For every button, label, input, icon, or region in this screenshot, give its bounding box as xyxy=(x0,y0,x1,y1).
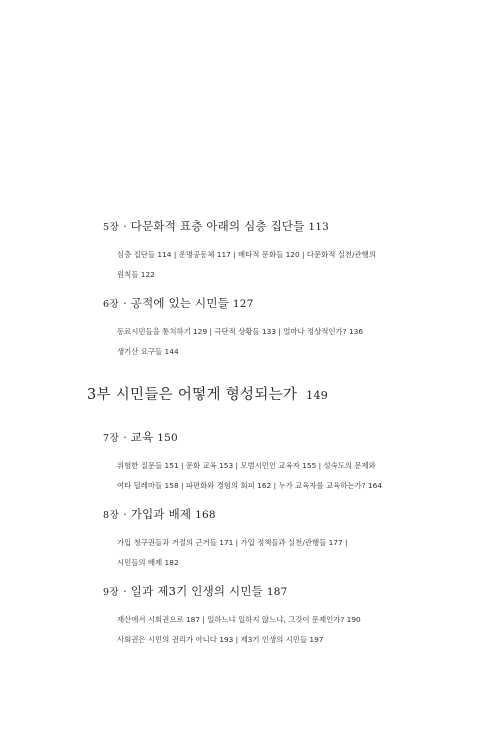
chapter-page-number: 150 xyxy=(157,432,178,444)
chapter-number: 5장 xyxy=(103,222,120,233)
chapter-8-sections xyxy=(103,533,483,573)
section-line: 재산에서 시회권으로 187 | 일하느냐 일하지 않느냐, 그것이 문제인가? 190 xyxy=(117,615,361,624)
chapter-title: · 일과 제3기 인생의 시민들 xyxy=(123,584,263,598)
chapter-5-sections xyxy=(103,245,483,285)
chapter-8 xyxy=(103,506,483,573)
section-line: 사회권은 시민의 권리가 아니다 193 | 제3기 인생의 시민들 197 xyxy=(117,635,324,644)
chapter-5-heading xyxy=(103,218,483,236)
section-line: 동료시민들을 통치하기 129 | 극단적 상황들 133 | 얼마나 정상적인가? 136 xyxy=(117,327,364,336)
chapter-title: · 교육 xyxy=(123,430,154,444)
part-3-heading xyxy=(87,383,328,404)
section-line: 시민들의 배제 182 xyxy=(117,558,179,567)
chapter-8-heading xyxy=(103,506,483,524)
chapter-page-number: 127 xyxy=(232,298,254,310)
chapter-title: · 다문화적 표층 아래의 심층 집단들 xyxy=(123,219,305,233)
section-line: 가입 청구권들과 거절의 근거들 171 | 가입 정책들과 실천/관행들 177 | xyxy=(117,538,348,547)
chapter-page-number: 187 xyxy=(266,586,288,598)
chapter-7 xyxy=(103,429,483,496)
part-page-number: 149 xyxy=(306,389,329,402)
chapter-5 xyxy=(103,218,483,285)
part-title: 3부 시민들은 어떻게 형성되는가 xyxy=(87,387,298,403)
chapter-9 xyxy=(103,583,483,650)
chapter-page-number: 113 xyxy=(308,221,330,233)
section-line: 생기산 요구들 144 xyxy=(117,347,179,356)
chapter-title: · 가입과 배제 xyxy=(123,507,192,521)
chapter-title: · 공적에 있는 시민들 xyxy=(123,296,229,310)
chapter-7-heading xyxy=(103,429,483,447)
chapter-9-heading xyxy=(103,583,483,601)
section-line: 위험한 질문들 151 | 문화 교육 153 | 모범시민인 교육자 155 | 성숙도의 문제와 xyxy=(117,461,376,470)
section-line: 여타 딜레마들 158 | 파편화와 경험의 회피 162 | 누가 교육자를 교육하는가? 164 xyxy=(117,481,383,490)
chapter-7-sections xyxy=(103,456,483,496)
chapter-6-heading xyxy=(103,295,483,313)
chapter-6-sections xyxy=(103,322,483,362)
chapter-6 xyxy=(103,295,483,362)
chapter-number: 6장 xyxy=(103,299,120,310)
chapter-number: 7장 xyxy=(103,433,120,444)
chapter-number: 9장 xyxy=(103,587,120,598)
chapter-9-sections xyxy=(103,610,483,650)
chapter-page-number: 168 xyxy=(195,509,216,521)
chapter-number: 8장 xyxy=(103,510,120,521)
section-line: 원칙들 122 xyxy=(117,270,155,279)
section-line: 심층 집단들 114 | 운명공동체 117 | 배타적 문화들 120 | 다문화적 실천/관행의 xyxy=(117,250,376,259)
